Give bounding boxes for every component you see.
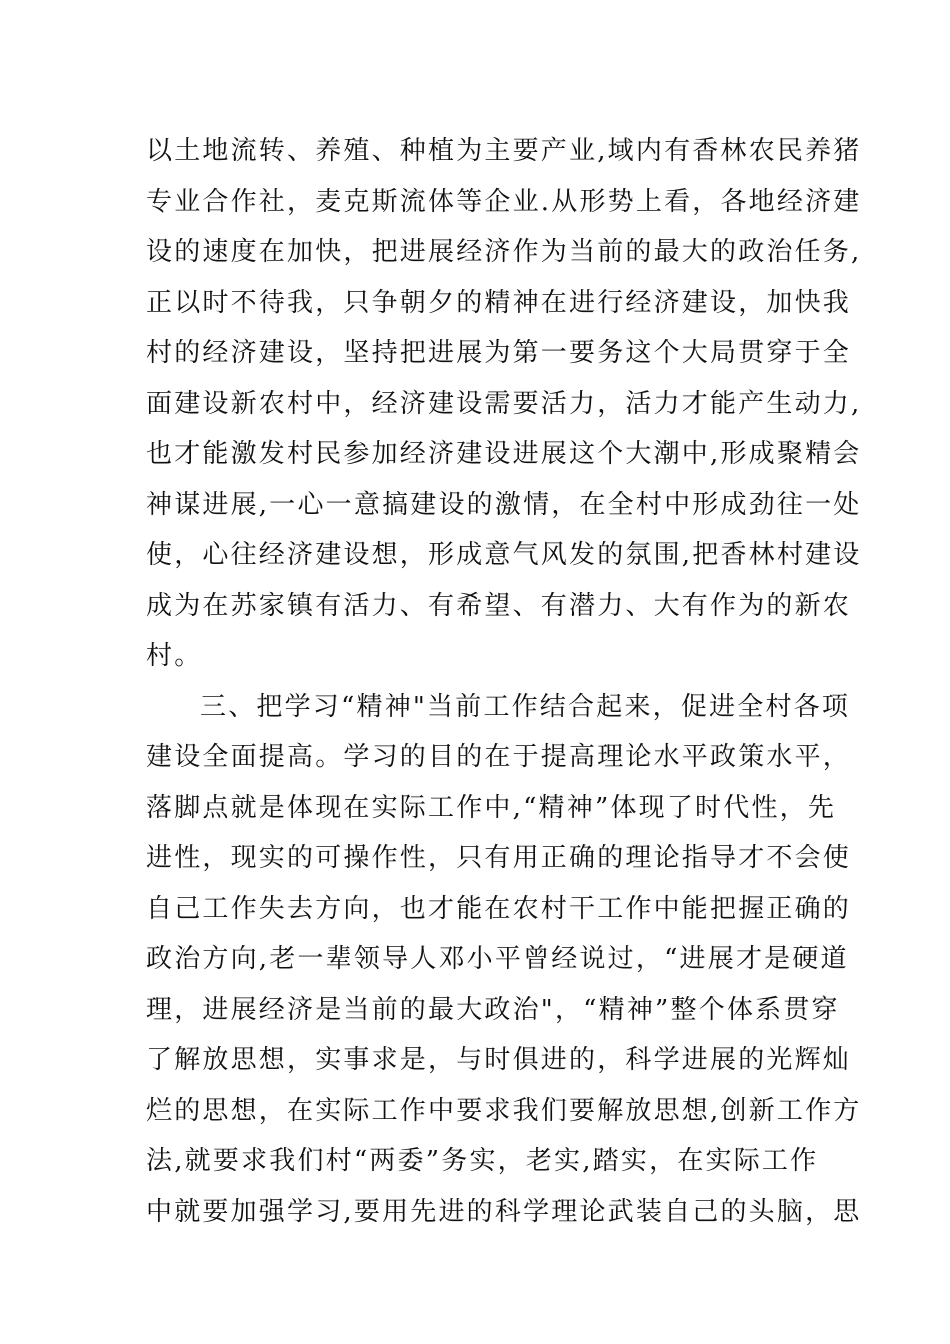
text-line: 以土地流转、养殖、种植为主要产业,域内有香林农民养猪 <box>146 136 862 166</box>
text-line: 正以时不待我，只争朝夕的精神在进行经济建设，加快我 <box>146 287 852 318</box>
text-line: 中就要加强学习,要用先进的科学理论武装自己的头脑，思 <box>146 1196 862 1227</box>
text-line: 理，进展经济是当前的最大政治"，“精神”整个体系贯穿 <box>146 994 840 1025</box>
text-line: 专业合作社，麦克斯流体等企业.从形势上看，各地经济建 <box>146 186 862 217</box>
text-line: 成为在苏家镇有活力、有希望、有潜力、大有作为的新农 <box>146 590 852 621</box>
text-line: 进性，现实的可操作性，只有用正确的理论指导才不会使 <box>146 843 852 873</box>
body-text <box>146 126 862 1237</box>
text-line: 自己工作失去方向，也才能在农村干工作中能把握正确的 <box>146 893 852 924</box>
text-line: 也才能激发村民参加经济建设进展这个大潮中,形成聚精会 <box>146 439 862 469</box>
text-line: 法,就要求我们村“两委”务实，老实,踏实，在实际工作 <box>146 1146 819 1176</box>
text-line: 村的经济建设，坚持把进展为第一要务这个大局贯穿于全 <box>146 338 852 368</box>
section-heading-line: 三、把学习“精神"当前工作结合起来，促进全村各项 <box>200 691 851 722</box>
text-line: 政治方向,老一辈领导人邓小平曾经说过，“进展才是硬道 <box>146 944 849 974</box>
text-line: 建设全面提高。学习的目的在于提高理论水平政策水平， <box>146 742 852 772</box>
text-line: 神谋进展,一心一意搞建设的激情，在全村中形成劲往一处 <box>146 489 862 520</box>
text-line: 村。 <box>146 641 203 671</box>
text-line: 设的速度在加快，把进展经济作为当前的最大的政治任务, <box>146 237 862 267</box>
text-line: 落脚点就是体现在实际工作中,“精神”体现了时代性，先 <box>146 792 837 823</box>
text-line: 使，心往经济建设想，形成意气风发的氛围,把香林村建设 <box>146 540 862 570</box>
text-line: 面建设新农村中，经济建设需要活力，活力才能产生动力, <box>146 388 862 419</box>
text-line: 烂的思想，在实际工作中要求我们要解放思想,创新工作方 <box>146 1095 862 1126</box>
text-line: 了解放思想，实事求是，与时俱进的，科学进展的光辉灿 <box>146 1045 852 1075</box>
